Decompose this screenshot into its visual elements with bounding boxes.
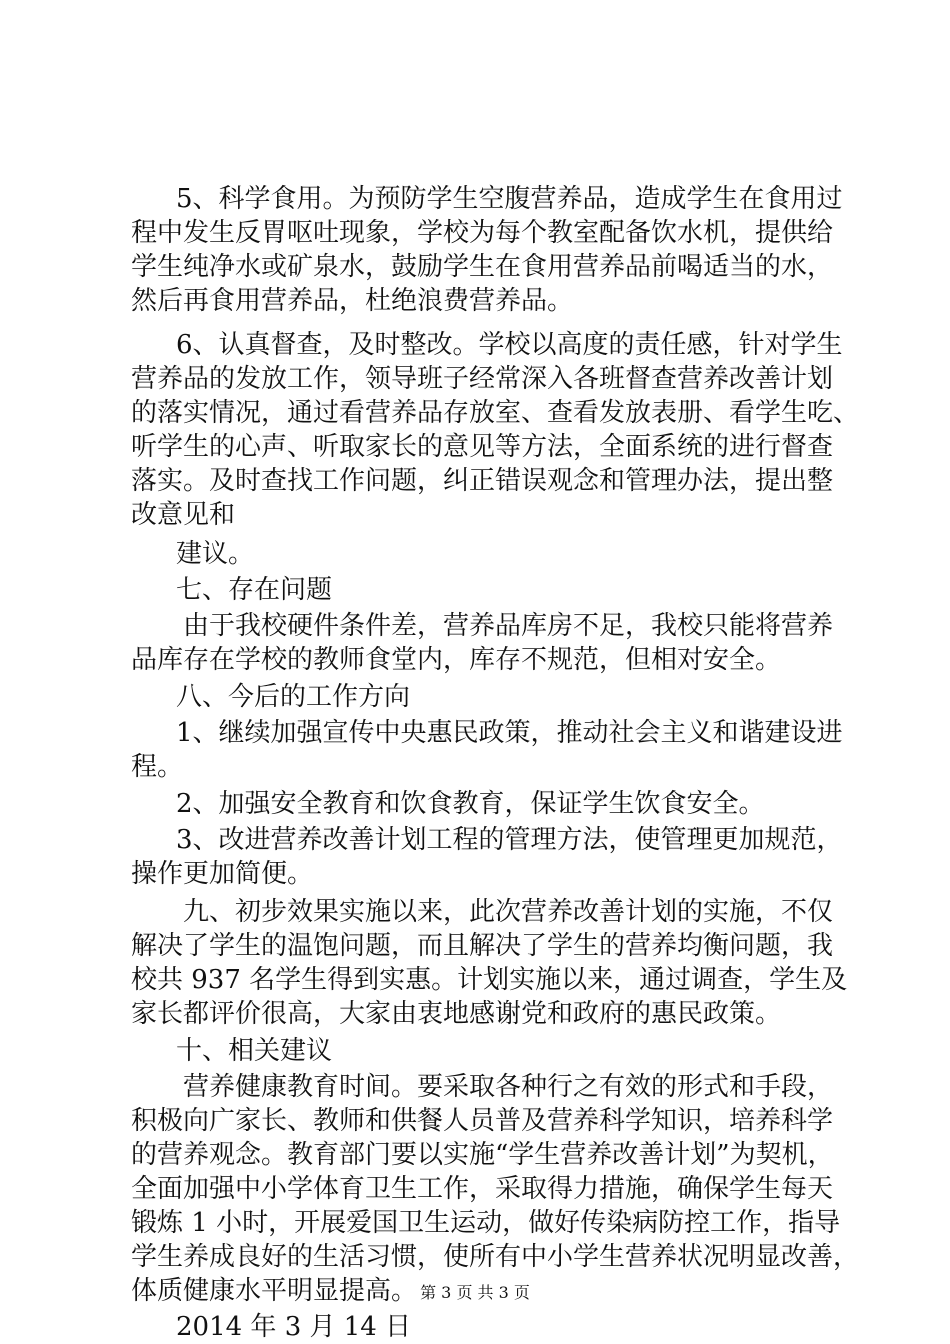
text-line: 建议。 xyxy=(176,539,255,569)
text-line: 听学生的心声、听取家长的意见等方法，全面系统的进行督查 xyxy=(131,432,834,462)
text-line: 由于我校硬件条件差，营养品库房不足，我校只能将营养 xyxy=(183,611,834,641)
page-number: 第 3 页 共 3 页 xyxy=(420,1283,530,1302)
text-line: 改意见和 xyxy=(131,500,236,530)
section-heading: 八、今后的工作方向 xyxy=(176,682,411,712)
section-heading: 七、存在问题 xyxy=(176,575,333,605)
text-line: 的落实情况，通过看营养品存放室、查看发放表册、看学生吃、 xyxy=(131,398,860,428)
text-line: 家长都评价很高，大家由衷地感谢党和政府的惠民政策。 xyxy=(131,999,782,1029)
text-line: 操作更加简便。 xyxy=(131,859,314,889)
text-line: 九、初步效果实施以来，此次营养改善计划的实施，不仅 xyxy=(183,897,834,927)
text-line: 锻炼 1 小时，开展爱国卫生运动，做好传染病防控工作，指导 xyxy=(131,1208,841,1238)
text-line: 的营养观念。教育部门要以实施“学生营养改善计划”为契机， xyxy=(131,1140,834,1170)
text-line: 6、认真督查，及时整改。学校以高度的责任感，针对学生 xyxy=(176,330,843,360)
text-line: 全面加强中小学体育卫生工作，采取得力措施，确保学生每天 xyxy=(131,1174,834,1204)
text-line: 学生养成良好的生活习惯，使所有中小学生营养状况明显改善， xyxy=(131,1242,860,1272)
text-line: 2、加强安全教育和饮食教育，保证学生饮食安全。 xyxy=(176,789,765,819)
text-line: 1、继续加强宣传中央惠民政策，推动社会主义和谐建设进 xyxy=(176,718,843,748)
text-line: 程中发生反胃呕吐现象，学校为每个教室配备饮水机，提供给 xyxy=(131,218,834,248)
date-line: 2014 年 3 月 14 日 xyxy=(176,1312,412,1342)
text-line: 然后再食用营养品，杜绝浪费营养品。 xyxy=(131,286,574,316)
text-line: 学生纯净水或矿泉水，鼓励学生在食用营养品前喝适当的水， xyxy=(131,252,834,282)
text-line: 品库存在学校的教师食堂内，库存不规范，但相对安全。 xyxy=(131,645,782,675)
text-line: 体质健康水平明显提高。 xyxy=(131,1276,418,1306)
text-line: 落实。及时查找工作问题，纠正错误观念和管理办法，提出整 xyxy=(131,466,834,496)
text-line: 3、改进营养改善计划工程的管理方法，使管理更加规范， xyxy=(176,825,843,855)
text-line: 积极向广家长、教师和供餐人员普及营养科学知识，培养科学 xyxy=(131,1106,834,1136)
text-line: 校共 937 名学生得到实惠。计划实施以来，通过调查，学生及 xyxy=(131,965,848,995)
text-line: 营养健康教育时间。要采取各种行之有效的形式和手段， xyxy=(183,1072,834,1102)
text-line: 解决了学生的温饱问题，而且解决了学生的营养均衡问题，我 xyxy=(131,931,834,961)
section-heading: 十、相关建议 xyxy=(176,1036,333,1066)
text-line: 5、科学食用。为预防学生空腹营养品，造成学生在食用过 xyxy=(176,184,843,214)
text-line: 程。 xyxy=(131,752,184,782)
text-line: 营养品的发放工作，领导班子经常深入各班督查营养改善计划 xyxy=(131,364,834,394)
